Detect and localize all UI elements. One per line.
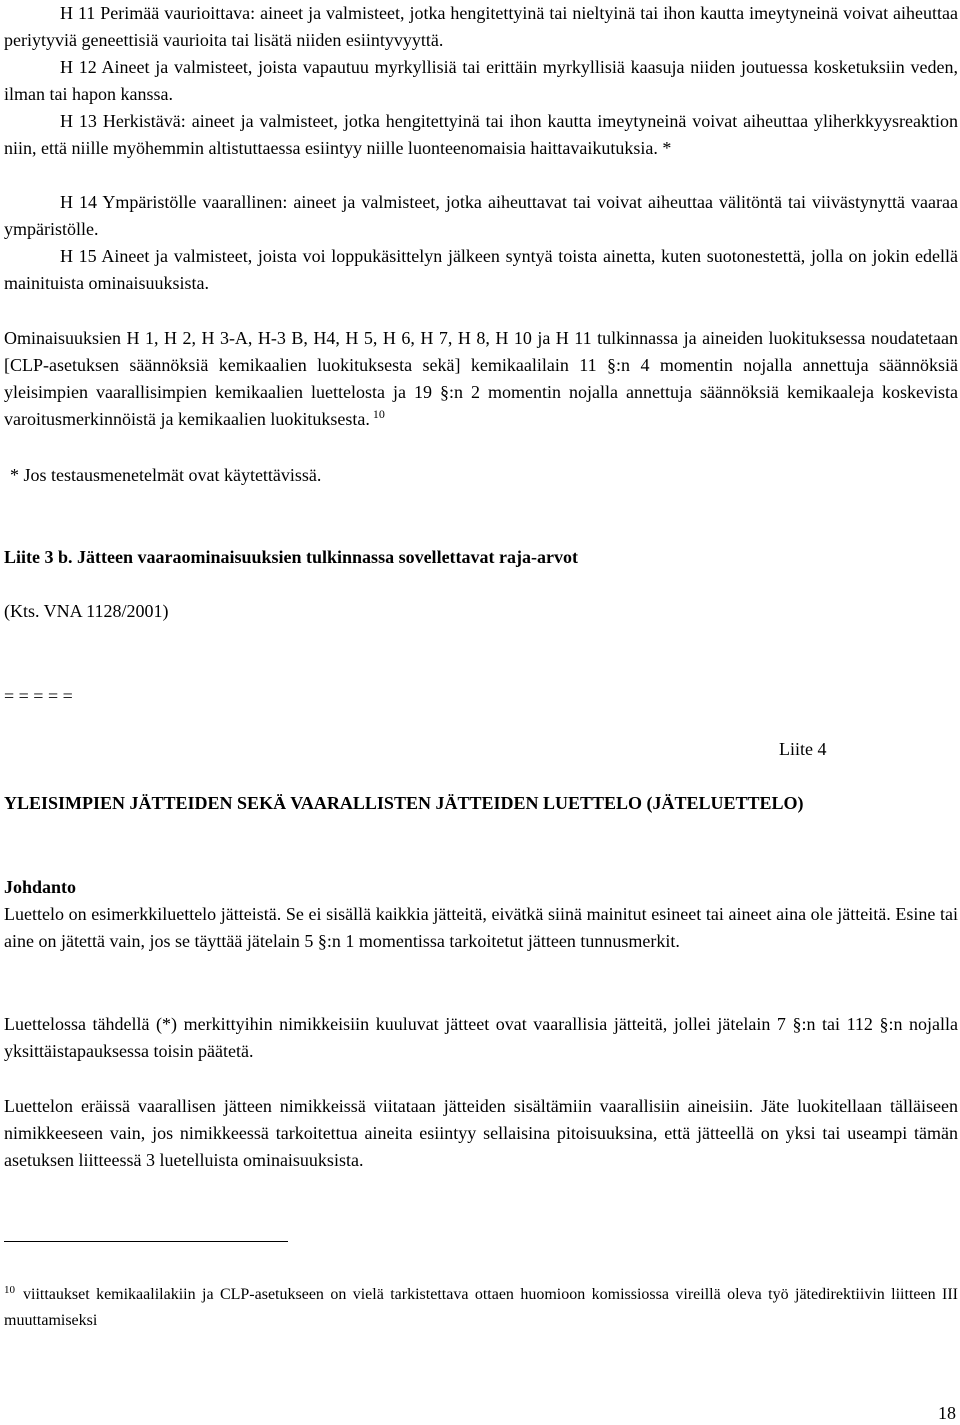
page-number: 18	[938, 1403, 956, 1423]
johdanto-paragraph-2: Luettelossa tähdellä (*) merkittyihin nimikkeisiin kuuluvat jätteet ovat vaarallisia jätteitä, jollei jätelain 7 §:n tai 112 §:n nojalla yksittäistapauksessa toisin päätetä.	[4, 1014, 958, 1061]
footnote-ref: 10	[372, 407, 385, 421]
ominaisuudet-text: Ominaisuuksien H 1, H 2, H 3-A, H-3 B, H4, H 5, H 6, H 7, H 8, H 10 ja H 11 tulkinnassa ja aineiden luokituksessa noudatetaan [CLP-asetuksen säännöksiä kemikaalien luokituksesta sekä] kemikaalilain 11 §:n 4 momentin nojalla annettuja säännöksiä yleisimpien vaarallisimpien kemikaalien luettelosta ja 19 §:n 2 momentin nojalla annettuja säännöksiä kemikaaleja koskevista varoitusmerkinnöistä ja kemikaalien luokituksesta.	[4, 328, 958, 429]
liite-4-heading: YLEISIMPIEN JÄTTEIDEN SEKÄ VAARALLISTEN JÄTTEIDEN LUETTELO (JÄTELUETTELO)	[4, 793, 804, 813]
liite-4-label: Liite 4	[779, 739, 827, 759]
johdanto-paragraph-1: Luettelo on esimerkkiluettelo jätteistä. Se ei sisällä kaikkia jätteitä, eivätkä siinä mainitut esineet tai aineet aina ole jätteitä. Esine tai aine on jätettä vain, jos se täyttää jätelain 5 §:n 1 momentissa tarkoitetut jätteen tunnusmerkit.	[4, 904, 958, 951]
footnote-text: viittaukset kemikaalilakiin ja CLP-asetukseen on vielä tarkistettava ottaen huomioon komissiossa vireillä oleva työ jätedirektiivin liitteen III muuttamiseksi	[4, 1286, 958, 1329]
ominaisuudet-paragraph	[4, 325, 958, 433]
footnote	[4, 1282, 958, 1334]
hazard-h13: H 13 Herkistävä: aineet ja valmisteet, jotka hengitettyinä tai ihon kautta imeytyneinä voivat aiheuttaa yliherkkyysreaktion niin, että niille myöhemmin altistuttaessa esiintyy niille luonteenomaisia haittavaikutuksia. *	[4, 111, 958, 158]
johdanto-heading: Johdanto	[4, 877, 77, 897]
liite-3b-title: Liite 3 b. Jätteen vaaraominaisuuksien tulkinnassa sovellettavat raja-arvot	[4, 547, 578, 567]
hazard-h12: H 12 Aineet ja valmisteet, joista vapautuu myrkyllisiä tai erittäin myrkyllisiä kaasuja niiden joutuessa kosketuksiin veden, ilman tai hapon kanssa.	[4, 57, 958, 104]
section-separator: = = = = =	[4, 686, 73, 706]
footnote-number: 10	[4, 1283, 15, 1296]
footnote-rule	[4, 1241, 288, 1242]
johdanto-paragraph-3: Luettelon eräissä vaarallisen jätteen nimikkeissä viitataan jätteiden sisältämiin vaarallisiin aineisiin. Jäte luokitellaan tälläiseen nimikkeeseen vain, jos nimikkeessä tarkoitettua aineita esiintyy sellaisina pitoisuuksina, että jätteellä on yksi tai useampi tämän asetuksen liitteessä 3 luetelluista ominaisuuksista.	[4, 1096, 958, 1170]
hazard-h11: H 11 Perimää vaurioittava: aineet ja valmisteet, jotka hengitettyinä tai nieltyinä tai ihon kautta imeytyneinä voivat aiheuttaa periytyviä geneettisiä vaurioita tai lisätä niiden esiintyvyyttä.	[4, 3, 958, 50]
hazard-h15: H 15 Aineet ja valmisteet, joista voi loppukäsittelyn jälkeen syntyä toista ainetta, kuten suotonestettä, jolla on jokin edellä mainituista ominaisuuksista.	[4, 246, 958, 293]
asterisk-note: * Jos testausmenetelmät ovat käytettävissä.	[10, 465, 322, 485]
liite-3b-reference: (Kts. VNA 1128/2001)	[4, 601, 169, 621]
hazard-h14: H 14 Ympäristölle vaarallinen: aineet ja valmisteet, jotka aiheuttavat tai voivat aiheuttaa välitöntä tai viivästynyttä vaaraa ympäristölle.	[4, 192, 958, 239]
